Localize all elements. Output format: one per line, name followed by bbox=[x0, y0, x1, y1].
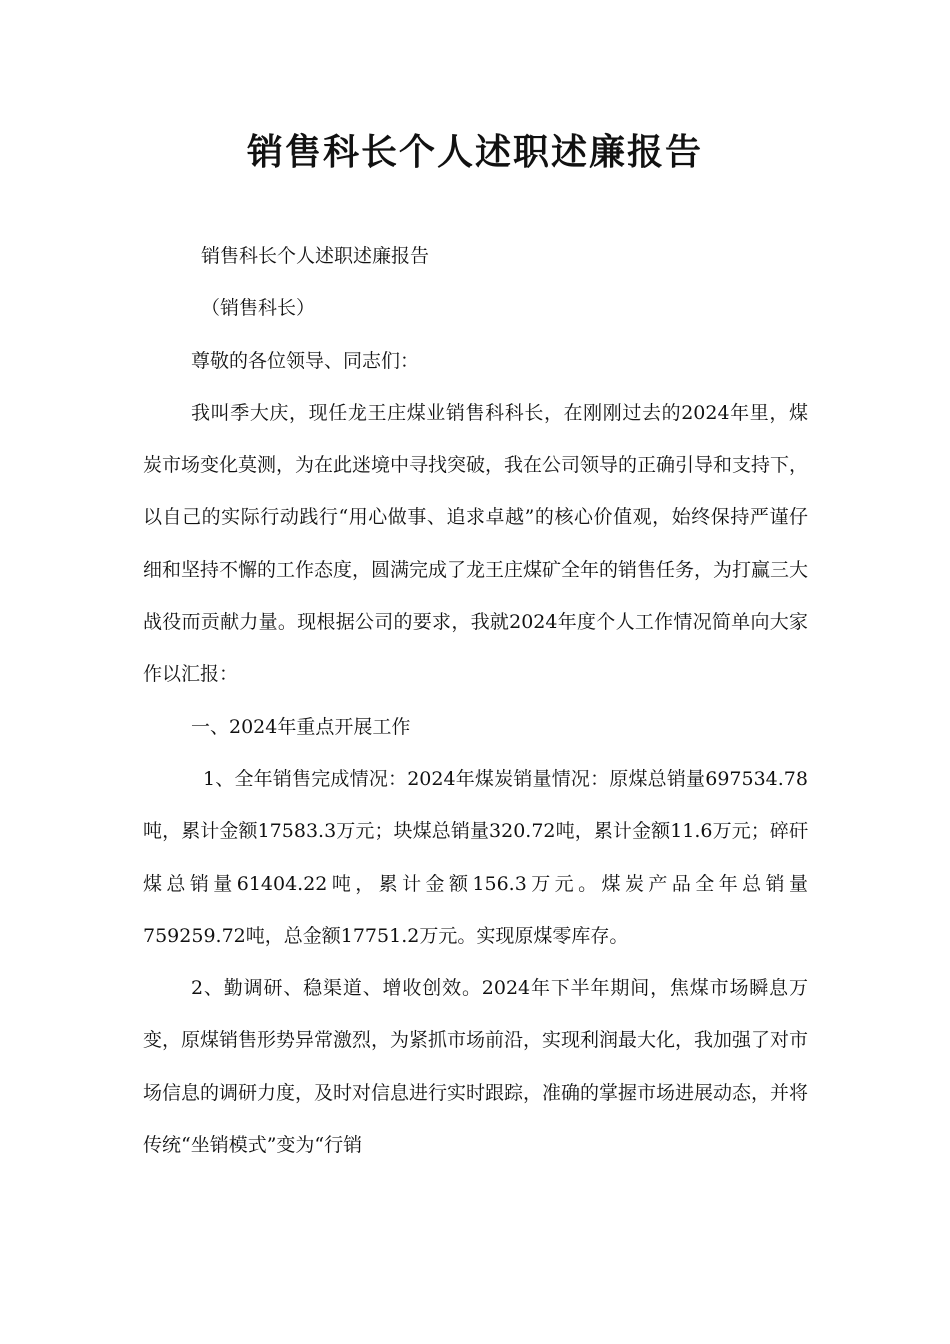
paragraph-item-2: 2、勤调研、稳渠道、增收创效。2024年下半年期间，焦煤市场瞬息万变，原煤销售形势异常激烈，为紧抓市场前沿，实现利润最大化，我加强了对市场信息的调研力度，及时对信息进行实时跟踪，准确的掌握市场进展动态，并将传统“坐销模式”变为“行销 bbox=[143, 977, 809, 1157]
paragraph-intro: 我叫季大庆，现任龙王庄煤业销售科科长，在刚刚过去的2024年里，煤炭市场变化莫测，为在此迷境中寻找突破，我在公司领导的正确引导和支持下，以自己的实际行动践行“用心做事、追求卓越”的核心价值观，始终保持严谨仔细和坚持不懈的工作态度，圆满完成了龙王庄煤矿全年的销售任务，为打赢三大战役而贡献力量。现根据公司的要求，我就2024年度个人工作情况简单向大家作以汇报： bbox=[143, 401, 809, 686]
document-body bbox=[143, 230, 808, 1171]
paragraph-item-1: 1、全年销售完成情况：2024年煤炭销量情况：原煤总销量697534.78吨，累计金额17583.3万元；块煤总销量320.72吨，累计金额11.6万元；碎矸煤总销量61404.22吨，累计金额156.3万元。煤炭产品全年总销量759259.72吨，总金额17751.2万元。实现原煤零库存。 bbox=[143, 767, 808, 947]
document-subtitle: 销售科长个人述职述廉报告 bbox=[201, 245, 430, 267]
section-heading: 一、2024年重点开展工作 bbox=[191, 715, 411, 738]
author-role: （销售科长） bbox=[201, 297, 316, 320]
document-title: 销售科长个人述职述廉报告 bbox=[246, 132, 703, 173]
salutation: 尊敬的各位领导、同志们： bbox=[191, 349, 420, 372]
